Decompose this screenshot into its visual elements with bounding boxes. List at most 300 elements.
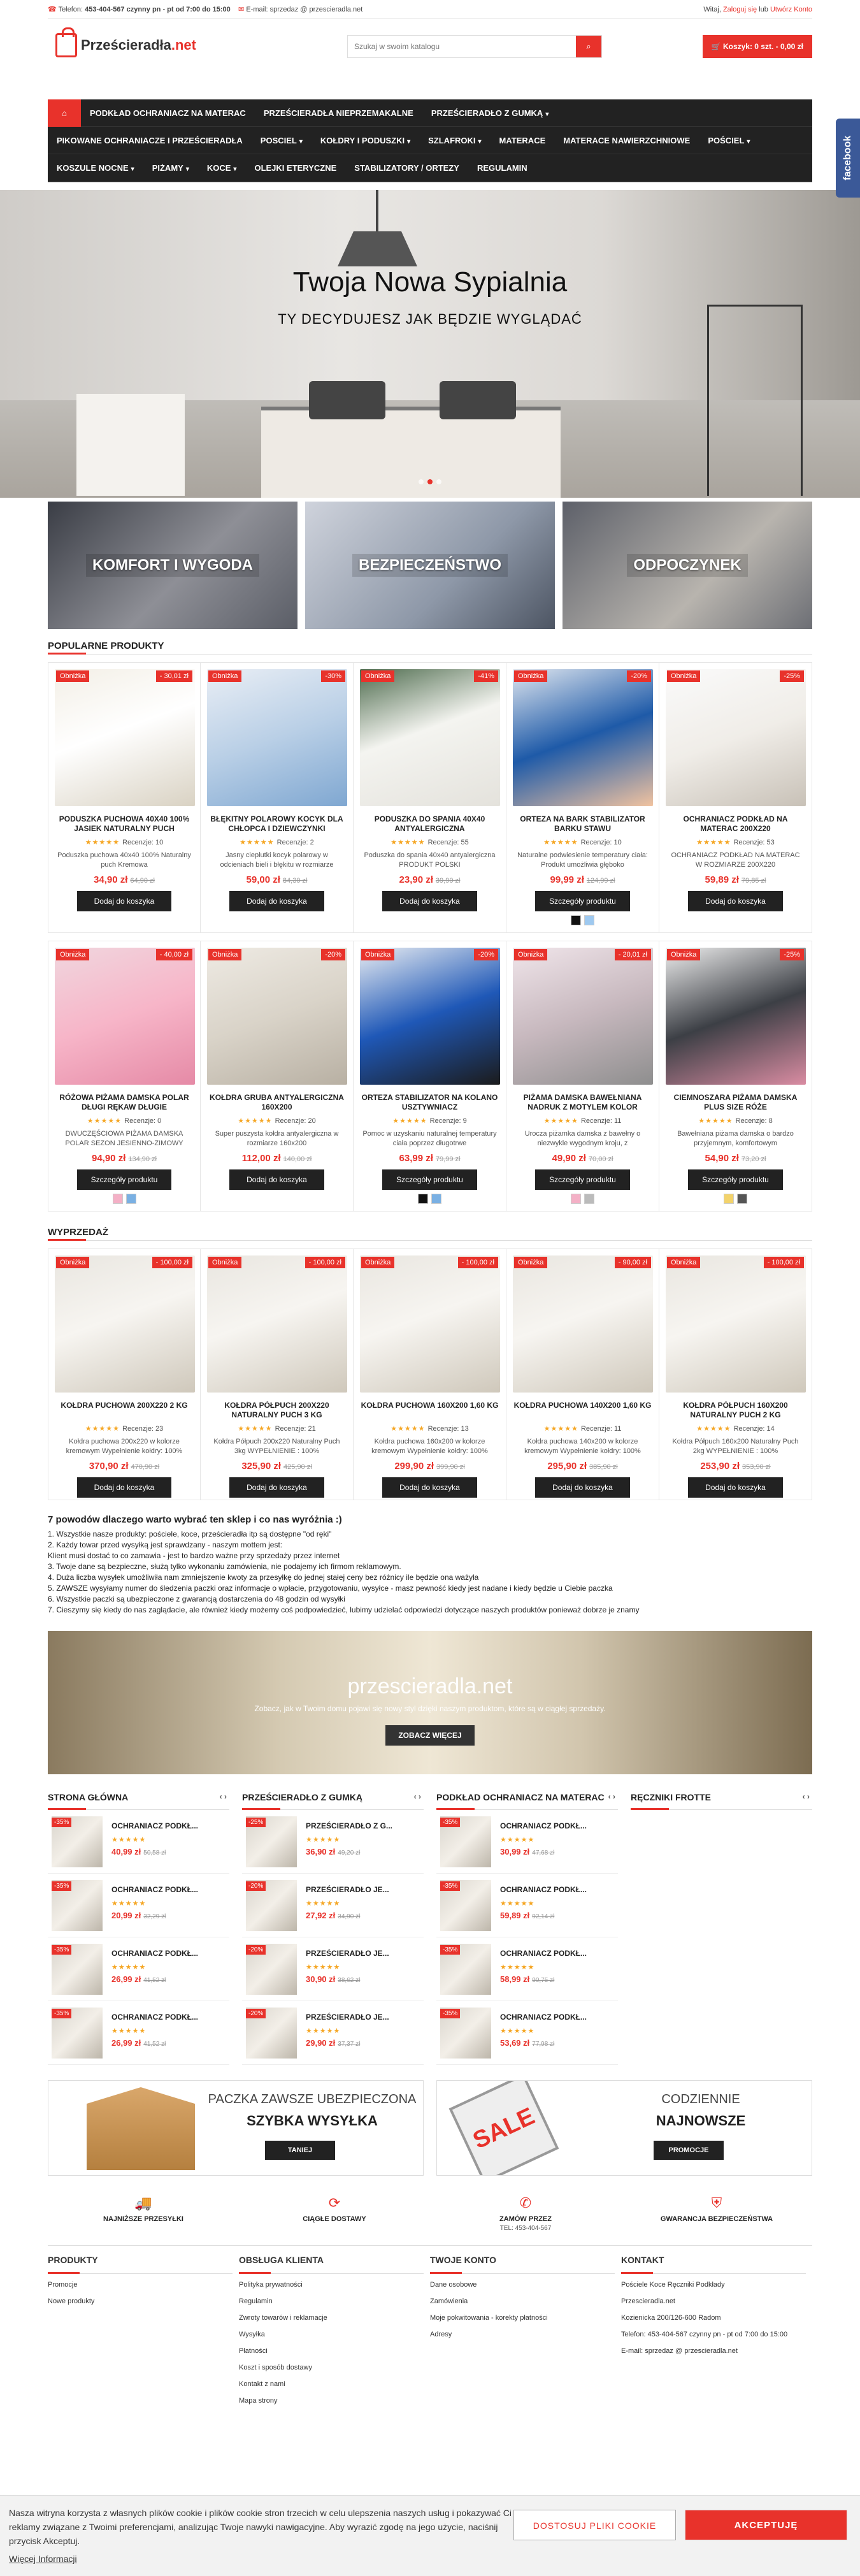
pillow-image — [309, 381, 385, 419]
product-name[interactable]: BŁĘKITNY POLAROWY KOCYK DLA CHŁOPCA I DZIEWCZYNKI — [210, 814, 343, 833]
feature-item — [239, 2189, 430, 2245]
rating-stars-icon: ★★★★★ — [500, 1836, 535, 1844]
column-arrows[interactable]: ‹ › — [413, 1792, 421, 1801]
category-column — [631, 1787, 812, 2065]
add-to-cart-button[interactable]: Szczegóły produktu — [535, 891, 630, 911]
mini-product[interactable] — [242, 1810, 424, 1874]
column-arrows[interactable]: ‹ › — [802, 1792, 810, 1801]
rating-stars-icon: ★★★★★ — [111, 1964, 147, 1971]
mini-current-price: 26,99 zł — [111, 2038, 141, 2048]
footer-link[interactable]: Nowe produkty — [48, 2297, 95, 2305]
color-swatch[interactable] — [584, 1194, 594, 1204]
product-image[interactable] — [207, 1255, 347, 1393]
nav-item[interactable]: PIKOWANE OCHRANIACZE I PRZEŚCIERADŁA — [57, 135, 243, 145]
footer-link[interactable]: Płatności — [239, 2347, 268, 2355]
product-rating — [48, 1117, 200, 1125]
footer-link[interactable]: Koszt i sposób dostawy — [239, 2364, 312, 2371]
footer-link[interactable]: Polityka prywatności — [239, 2281, 303, 2289]
promo-banner-2[interactable] — [436, 2080, 812, 2176]
mini-price — [111, 2038, 166, 2048]
feature-item — [621, 2189, 812, 2245]
rating-stars-icon: ★★★★★ — [391, 1425, 428, 1433]
old-price: 73,20 zł — [741, 1155, 766, 1163]
mini-product[interactable] — [436, 2001, 618, 2065]
product-name[interactable]: RÓŻOWA PIŻAMA DAMSKA POLAR DŁUGI RĘKAW DŁUGIE — [59, 1093, 189, 1111]
discount-amount: - 40,00 zł — [156, 949, 192, 960]
rating-stars-icon: ★★★★★ — [500, 1900, 535, 1907]
cheaper-button[interactable]: TANIEJ — [265, 2141, 335, 2160]
mini-old-price: 41,52 zł — [143, 1977, 166, 1984]
mini-discount: -35% — [52, 1881, 71, 1891]
add-to-cart-button[interactable]: Dodaj do koszyka — [688, 891, 783, 911]
mini-product-name[interactable]: PRZEŚCIERADŁO JE... — [306, 1885, 389, 1894]
product-price — [48, 1461, 200, 1472]
mini-current-price: 59,89 zł — [500, 1911, 530, 1920]
promo-button[interactable]: ZOBACZ WIĘCEJ — [385, 1725, 475, 1746]
cookie-accept-button[interactable]: AKCEPTUJĘ — [685, 2510, 847, 2540]
product-description: Kołdra Półpuch 200x220 Naturalny Puch 3kg WYPEŁNIENIE : 100% — [213, 1438, 340, 1455]
mini-old-price: 50,58 zł — [143, 1849, 166, 1856]
mini-current-price: 58,99 zł — [500, 1974, 530, 1984]
current-price: 253,90 zł — [700, 1461, 740, 1472]
product-rating — [659, 1424, 812, 1433]
column-arrows[interactable]: ‹ › — [219, 1792, 227, 1801]
cookie-more-link[interactable]: Więcej Informacji — [9, 2554, 77, 2564]
facebook-tab[interactable]: facebook — [836, 119, 860, 198]
product-image[interactable] — [207, 948, 347, 1085]
column-title — [48, 1787, 229, 1810]
current-price: 59,00 zł — [246, 874, 280, 885]
color-swatch[interactable] — [571, 1194, 581, 1204]
footer-column — [48, 2255, 239, 2412]
mini-old-price: 34,90 zł — [338, 1913, 361, 1920]
mini-discount: -35% — [52, 1818, 71, 1827]
footer-link[interactable]: Telefon: 453-404-567 czynny pn - pt od 7:00 do 15:00 — [621, 2331, 788, 2338]
product-name[interactable]: OCHRANIACZ PODKŁAD NA MATERAC 200X220 — [683, 814, 788, 833]
product-price — [506, 1461, 659, 1472]
current-price: 299,90 zł — [394, 1461, 434, 1472]
logo-domain: .net — [171, 37, 196, 53]
product-name[interactable]: KOŁDRA PUCHOWA 160X200 1,60 KG — [361, 1401, 499, 1410]
product-description: OCHRANIACZ PODKŁAD NA MATERAC W ROZMIARZE 200X220 — [671, 851, 800, 869]
add-to-cart-button[interactable]: Dodaj do koszyka — [688, 1477, 783, 1498]
product-image[interactable] — [666, 669, 806, 806]
sale-tag-text: SALE — [468, 2102, 539, 2155]
nav-item[interactable]: KOCE ▾ — [198, 163, 246, 173]
product-description: Poduszka puchowa 40x40 100% Naturalny puch Kremowa — [57, 851, 191, 869]
product-price — [659, 874, 812, 885]
footer-link[interactable]: Wysyłka — [239, 2331, 265, 2338]
footer-link[interactable]: Zamówienia — [430, 2297, 468, 2305]
slider-dot-active[interactable] — [427, 479, 433, 484]
mini-product-name[interactable]: OCHRANIACZ PODKŁ... — [500, 1885, 587, 1894]
mini-old-price: 92,14 zł — [532, 1913, 555, 1920]
color-swatches — [506, 1194, 659, 1204]
review-count: Recenzje: 11 — [580, 1425, 622, 1433]
mini-product-name[interactable]: OCHRANIACZ PODKŁ... — [500, 1949, 587, 1958]
product-name[interactable]: CIEMNOSZARA PIŻAMA DAMSKA PLUS SIZE RÓŻE — [673, 1093, 798, 1111]
mini-old-price: 41,52 zł — [143, 2041, 166, 2048]
discount-badge: Obniżka — [361, 1257, 394, 1268]
old-price: 425,90 zł — [283, 1463, 312, 1471]
rating-stars-icon: ★★★★★ — [391, 839, 428, 846]
mail-icon: ✉ — [238, 6, 245, 13]
footer-links — [48, 2279, 233, 2312]
rating-stars-icon: ★★★★★ — [238, 1117, 275, 1125]
mini-current-price: 20,99 zł — [111, 1911, 141, 1920]
column-title-text: STRONA GŁÓWNA — [48, 1792, 129, 1802]
footer-link[interactable]: Przescieradla.net — [621, 2297, 675, 2305]
current-price: 325,90 zł — [241, 1461, 282, 1472]
add-to-cart-button[interactable]: Dodaj do koszyka — [535, 1477, 630, 1498]
footer-link[interactable]: Mapa strony — [239, 2397, 278, 2405]
product-name[interactable]: ORTEZA STABILIZATOR NA KOLANO USZTYWNIACZ — [361, 1093, 498, 1111]
footer-link[interactable]: Adresy — [430, 2331, 452, 2338]
cookie-settings-button[interactable]: DOSTOSUJ PLIKI COOKIE — [513, 2510, 676, 2540]
footer-column — [621, 2255, 812, 2412]
color-swatch[interactable] — [113, 1194, 123, 1204]
nav-item[interactable]: MATERACE — [499, 135, 546, 145]
add-to-cart-button[interactable]: Dodaj do koszyka — [229, 1169, 324, 1190]
mini-old-price: 37,37 zł — [338, 2041, 361, 2048]
add-to-cart-button[interactable]: Dodaj do koszyka — [382, 1477, 477, 1498]
register-link[interactable]: Utwórz Konto — [770, 6, 812, 13]
footer-heading: TWOJE KONTO — [430, 2255, 615, 2274]
rating-stars-icon: ★★★★★ — [111, 2027, 147, 2035]
product-card[interactable] — [354, 941, 506, 1212]
mini-current-price: 29,90 zł — [306, 2038, 336, 2048]
product-card[interactable] — [659, 662, 812, 933]
banner-safety[interactable] — [305, 502, 555, 629]
color-swatch[interactable] — [126, 1194, 136, 1204]
discount-amount: -25% — [780, 670, 804, 682]
feature-label: CIĄGŁE DOSTAWY — [303, 2215, 366, 2223]
cookie-banner — [0, 2495, 860, 2576]
search-input[interactable] — [348, 36, 576, 57]
product-image[interactable] — [55, 948, 195, 1085]
product-card[interactable] — [506, 941, 659, 1212]
mini-product[interactable] — [48, 1937, 229, 2001]
mini-product[interactable] — [242, 1937, 424, 2001]
discount-amount: -25% — [780, 949, 804, 960]
banner-label: BEZPIECZEŃSTWO — [352, 554, 508, 577]
nav-item[interactable]: PRZEŚCIERADŁA NIEPRZEMAKALNE — [263, 108, 413, 118]
banner-rest[interactable] — [563, 502, 812, 629]
old-price: 470,90 zł — [131, 1463, 160, 1471]
discount-badge: Obniżka — [56, 949, 89, 960]
search-box — [347, 35, 602, 58]
add-to-cart-button[interactable]: Dodaj do koszyka — [229, 891, 324, 911]
discount-badge: Obniżka — [667, 949, 700, 960]
mini-product-name[interactable]: PRZEŚCIERADŁO JE... — [306, 1949, 389, 1958]
product-description: Super puszysta kołdra antyalergiczna w rozmiarze 160x200 — [215, 1130, 339, 1147]
footer-link[interactable]: Regulamin — [239, 2297, 273, 2305]
cookie-text: Nasza witryna korzysta z własnych plików cookie i plików cookie stron trzecich w celu ulepszenia naszych usług i pokazywać Ci reklamy związane z Twoimi preferencjami, analizując Twoje nawyki nawigacyjne. Aby wyrazić zgodę na jego użycie, naciśnij przycisk Akceptuj. — [9, 2508, 512, 2546]
discount-amount: -41% — [474, 670, 498, 682]
slider-dot[interactable] — [419, 479, 424, 484]
product-price — [201, 874, 353, 885]
product-rating — [354, 1117, 506, 1125]
nav-item[interactable]: SZLAFROKI ▾ — [419, 136, 490, 145]
product-card[interactable] — [201, 1248, 354, 1500]
mini-product-name[interactable]: OCHRANIACZ PODKŁ... — [111, 1821, 198, 1830]
promotions-button[interactable]: PROMOCJE — [654, 2141, 724, 2160]
header — [48, 19, 812, 173]
product-image[interactable] — [513, 1255, 653, 1393]
mini-old-price: 77,98 zł — [532, 2041, 555, 2048]
mini-price — [306, 2038, 360, 2048]
review-count: Recenzje: 21 — [275, 1425, 316, 1433]
nav-item[interactable]: PIŻAMY ▾ — [143, 163, 198, 173]
mini-product-name[interactable]: OCHRANIACZ PODKŁ... — [111, 2013, 198, 2022]
current-price: 63,99 zł — [399, 1153, 433, 1164]
feature-item — [430, 2189, 621, 2245]
discount-badge: Obniżka — [361, 949, 394, 960]
discount-badge: Obniżka — [514, 949, 547, 960]
footer-link[interactable]: Pościele Koce Ręczniki Podkłady — [621, 2281, 725, 2289]
mini-product[interactable] — [48, 1810, 229, 1874]
product-name[interactable]: KOŁDRA PUCHOWA 200X220 2 KG — [61, 1401, 188, 1410]
review-count: Recenzje: 14 — [733, 1425, 775, 1433]
add-to-cart-button[interactable]: Szczegóły produktu — [688, 1169, 783, 1190]
slider-dot[interactable] — [436, 479, 441, 484]
product-name[interactable]: KOŁDRA PÓŁPUCH 200X220 NATURALNY PUCH 3 KG — [224, 1401, 329, 1419]
nav-item[interactable]: STABILIZATORY / ORTEZY — [354, 163, 459, 173]
product-image[interactable] — [207, 669, 347, 806]
category-banners — [48, 502, 812, 629]
product-name[interactable]: PIŻAMA DAMSKA BAWEŁNIANA NADRUK Z MOTYLEM KOLOR — [523, 1093, 642, 1111]
mini-product[interactable] — [436, 1937, 618, 2001]
product-rating — [659, 1117, 812, 1125]
old-price: 39,90 zł — [435, 877, 461, 885]
product-name[interactable]: KOŁDRA PÓŁPUCH 160X200 NATURALNY PUCH 2 KG — [683, 1401, 788, 1419]
mini-product-name[interactable]: PRZEŚCIERADŁO Z G... — [306, 1821, 393, 1830]
product-card[interactable] — [506, 662, 659, 933]
rating-stars-icon: ★★★★★ — [87, 1117, 125, 1125]
product-image[interactable] — [513, 948, 653, 1085]
cart-button[interactable] — [703, 35, 812, 58]
home-button[interactable] — [48, 99, 81, 127]
mini-discount: -20% — [246, 1945, 266, 1955]
product-name[interactable]: KOŁDRA PUCHOWA 140X200 1,60 KG — [513, 1401, 652, 1410]
product-card[interactable] — [354, 662, 506, 933]
current-price: 94,90 zł — [91, 1153, 126, 1164]
rating-stars-icon: ★★★★★ — [698, 1117, 736, 1125]
nav-item[interactable]: KOŁDRY I PODUSZKI ▾ — [312, 136, 419, 145]
reason-item: 2. Każdy towar przed wysyłką jest sprawdzany - naszym mottem jest: — [48, 1540, 283, 1549]
product-image[interactable] — [666, 1255, 806, 1393]
footer-link[interactable]: Promocje — [48, 2281, 78, 2289]
product-card[interactable] — [659, 941, 812, 1212]
mini-product[interactable] — [48, 1874, 229, 1937]
popular-title: POPULARNE PRODUKTY — [48, 638, 812, 655]
discount-amount: -20% — [321, 949, 345, 960]
mini-old-price: 47,68 zł — [532, 1849, 555, 1856]
discount-amount: -20% — [627, 670, 651, 682]
add-to-cart-button[interactable]: Szczegóły produktu — [382, 1169, 477, 1190]
rating-stars-icon: ★★★★★ — [85, 1425, 123, 1433]
shield-icon: ⛨ — [711, 2195, 722, 2211]
sale-tag-icon — [449, 2080, 559, 2176]
nav-item[interactable]: PODKŁAD OCHRANIACZ NA MATERAC — [90, 108, 246, 118]
product-card[interactable] — [201, 662, 354, 933]
footer-link[interactable]: Zwroty towarów i reklamacje — [239, 2314, 327, 2322]
bottom-banners — [48, 2080, 812, 2176]
product-card[interactable] — [48, 662, 201, 933]
mini-product-name[interactable]: OCHRANIACZ PODKŁ... — [500, 2013, 587, 2022]
mini-product-name[interactable]: OCHRANIACZ PODKŁ... — [111, 1885, 198, 1894]
product-image[interactable] — [666, 948, 806, 1085]
discount-badge: Obniżka — [361, 670, 394, 682]
footer-link[interactable]: Moje pokwitowania - korekty płatności — [430, 2314, 548, 2322]
old-price: 79,99 zł — [435, 1155, 461, 1163]
discount-amount: - 90,00 zł — [615, 1257, 651, 1268]
footer-link[interactable]: Kozienicka 200/126-600 Radom — [621, 2314, 721, 2322]
login-link[interactable]: Zaloguj się — [722, 6, 757, 13]
clothes-rack — [707, 305, 803, 496]
discount-amount: - 100,00 zł — [458, 1257, 498, 1268]
nav-item[interactable]: POSCIEL ▾ — [252, 136, 312, 145]
search-button[interactable] — [576, 36, 601, 57]
color-swatch[interactable] — [571, 915, 581, 925]
product-price — [506, 1153, 659, 1164]
product-description: Kołdra puchowa 140x200 w kolorze kremowym Wypełnienie kołdry: 100% — [524, 1438, 641, 1455]
nav-item[interactable]: OLEJKI ETERYCZNE — [254, 163, 337, 173]
product-card[interactable] — [201, 941, 354, 1212]
current-price: 370,90 zł — [89, 1461, 129, 1472]
mini-price — [111, 1974, 166, 1984]
current-price: 59,89 zł — [705, 874, 739, 885]
product-description: Poduszka do spania 40x40 antyalergiczna PRODUKT POLSKI — [364, 851, 496, 869]
product-name[interactable]: KOŁDRA GRUBA ANTYALERGICZNA 160X200 — [210, 1093, 344, 1111]
column-title — [631, 1787, 812, 1810]
feature-label: GWARANCJA BEZPIECZEŃSTWA — [660, 2215, 773, 2223]
add-to-cart-button[interactable]: Dodaj do koszyka — [229, 1477, 324, 1498]
old-price: 84,30 zł — [282, 877, 308, 885]
product-description: Pomoc w uzyskaniu naturalnej temperatury ciała poprzez długotrwe — [362, 1130, 497, 1147]
reason-item: 7. Cieszymy się kiedy do nas zaglądacie, ale również kiedy możemy coś podpowiedzieć, lubimy udzielać odpowiedzi dotyczące naszych produktów ponieważ dobrze je znamy — [48, 1605, 640, 1614]
discount-badge: Obniżka — [56, 1257, 89, 1268]
nav-item[interactable]: KOSZULE NOCNE ▾ — [48, 163, 143, 173]
column-arrows[interactable]: ‹ › — [608, 1792, 615, 1801]
reasons-section — [48, 1514, 812, 1616]
reasons-title: 7 powodów dlaczego warto wybrać ten sklep i co nas wyróżnia :) — [48, 1514, 342, 1525]
mini-product[interactable] — [436, 1874, 618, 1937]
color-swatch[interactable] — [584, 915, 594, 925]
product-card[interactable] — [354, 1248, 506, 1500]
mini-product-name[interactable]: OCHRANIACZ PODKŁ... — [500, 1821, 587, 1830]
shipping-banner-line2: SZYBKA WYSYŁKA — [247, 2113, 378, 2129]
product-name[interactable]: PODUSZKA DO SPANIA 40X40 ANTYALERGICZNA — [374, 814, 485, 833]
mini-price — [111, 1911, 166, 1920]
add-to-cart-button[interactable]: Dodaj do koszyka — [77, 1477, 171, 1498]
review-count: Recenzje: 10 — [122, 839, 164, 846]
color-swatch[interactable] — [431, 1194, 441, 1204]
mini-product[interactable] — [242, 1874, 424, 1937]
discount-badge: Obniżka — [514, 1257, 547, 1268]
mini-product[interactable] — [48, 2001, 229, 2065]
footer-heading: OBSŁUGA KLIENTA — [239, 2255, 424, 2274]
welcome-text: Witaj, — [703, 6, 721, 13]
product-name[interactable]: PODUSZKA PUCHOWA 40X40 100% JASIEK NATURALNY PUCH — [59, 814, 190, 833]
add-to-cart-button[interactable]: Szczegóły produktu — [77, 1169, 171, 1190]
nav-item[interactable]: POŚCIEL ▾ — [699, 136, 759, 145]
footer-link[interactable]: Kontakt z nami — [239, 2380, 285, 2388]
shipping-banner[interactable] — [48, 2080, 424, 2176]
phone-label: Telefon: — [58, 6, 83, 13]
banner-comfort[interactable] — [48, 502, 297, 629]
add-to-cart-button[interactable]: Szczegóły produktu — [535, 1169, 630, 1190]
current-price: 99,99 zł — [550, 874, 584, 885]
current-price: 54,90 zł — [705, 1153, 739, 1164]
product-image[interactable] — [55, 669, 195, 806]
mini-current-price: 26,99 zł — [111, 1974, 141, 1984]
feature-label: NAJNIŻSZE PRZESYŁKI — [103, 2215, 183, 2223]
product-name[interactable]: ORTEZA NA BARK STABILIZATOR BARKU STAWU — [520, 814, 645, 833]
nav-row-2 — [48, 127, 812, 154]
nav-item[interactable]: PRZEŚCIERADŁO Z GUMKĄ ▾ — [422, 108, 558, 118]
product-image[interactable] — [55, 1255, 195, 1393]
footer-link[interactable]: E-mail: sprzedaz @ przescieradla.net — [621, 2347, 738, 2355]
color-swatch[interactable] — [737, 1194, 747, 1204]
feature-item — [48, 2189, 239, 2245]
mini-product[interactable] — [436, 1810, 618, 1874]
discount-badge: Obniżka — [667, 670, 700, 682]
site-logo[interactable] — [55, 33, 196, 57]
old-price: 64,90 zł — [130, 877, 155, 885]
product-image[interactable] — [360, 1255, 500, 1393]
top-bar — [48, 0, 812, 19]
nav-item[interactable]: MATERACE NAWIERZCHNIOWE — [563, 135, 691, 145]
main-navigation — [48, 99, 812, 182]
email-address[interactable]: sprzedaz @ przescieradla.net — [269, 6, 363, 13]
mini-product[interactable] — [242, 2001, 424, 2065]
current-price: 23,90 zł — [399, 874, 433, 885]
add-to-cart-button[interactable]: Dodaj do koszyka — [382, 891, 477, 911]
old-price: 399,90 zł — [436, 1463, 465, 1471]
mini-product-name[interactable]: OCHRANIACZ PODKŁ... — [111, 1949, 198, 1958]
discount-amount: - 100,00 zł — [764, 1257, 804, 1268]
discount-badge: Obniżka — [208, 1257, 241, 1268]
product-card[interactable] — [659, 1248, 812, 1500]
product-card[interactable] — [48, 941, 201, 1212]
popular-row-2 — [48, 941, 812, 1212]
product-description: Urocza piżamka damska z bawełny o niezwykle wygodnym kroju, z — [524, 1130, 641, 1147]
phone-number[interactable]: 453-404-567 czynny pn - pt od 7:00 do 15:00 — [85, 6, 231, 13]
add-to-cart-button[interactable]: Dodaj do koszyka — [77, 891, 171, 911]
mini-current-price: 30,90 zł — [306, 1974, 336, 1984]
nav-item[interactable]: REGULAMIN — [477, 163, 527, 173]
footer-link[interactable]: Dane osobowe — [430, 2281, 477, 2289]
product-rating — [506, 1424, 659, 1433]
old-price: 79,85 zł — [741, 877, 766, 885]
refresh-icon: ⟳ — [328, 2195, 341, 2211]
email-label: E-mail: — [246, 6, 268, 13]
product-card[interactable] — [48, 1248, 201, 1500]
color-swatch[interactable] — [418, 1194, 428, 1204]
product-image[interactable] — [360, 669, 500, 806]
category-column — [436, 1787, 618, 2065]
hero-slider[interactable] — [0, 190, 860, 498]
product-image[interactable] — [360, 948, 500, 1085]
color-swatch[interactable] — [724, 1194, 734, 1204]
old-price: 353,90 zł — [742, 1463, 771, 1471]
mini-current-price: 53,69 zł — [500, 2038, 530, 2048]
product-image[interactable] — [513, 669, 653, 806]
product-card[interactable] — [506, 1248, 659, 1500]
mini-product-name[interactable]: PRZEŚCIERADŁO JE... — [306, 2013, 389, 2022]
product-price — [659, 1153, 812, 1164]
